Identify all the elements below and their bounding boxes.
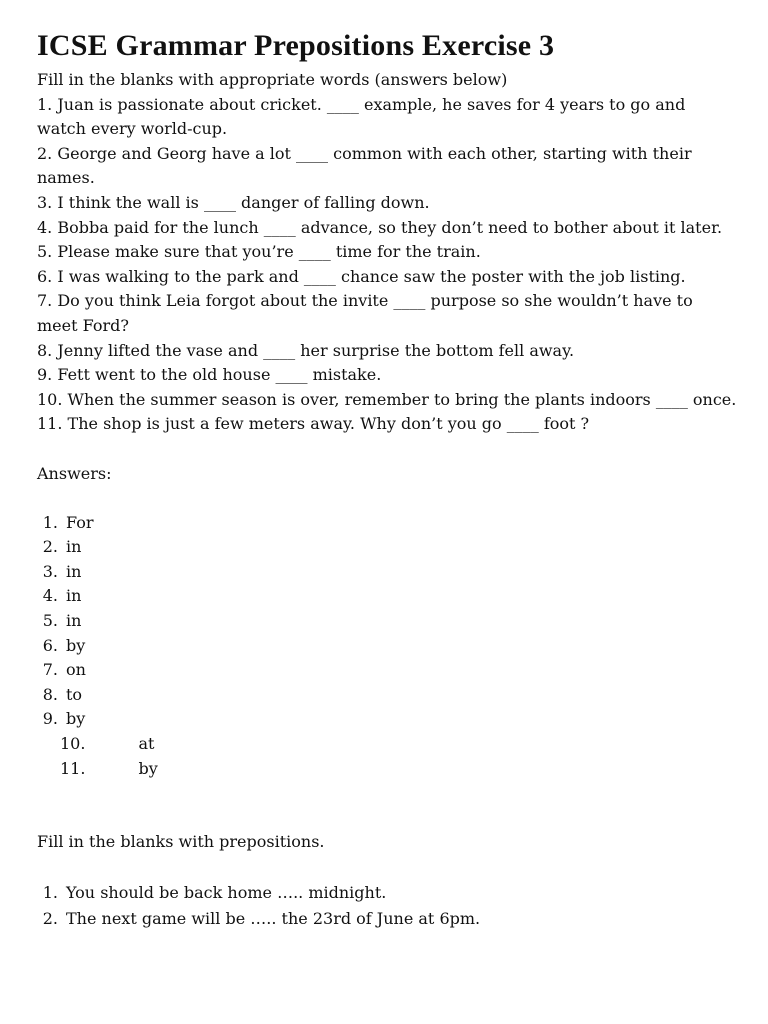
list-item: 2. The next game will be ….. the 23rd of June at 6pm. xyxy=(42,908,481,928)
list-item: 1. For xyxy=(42,512,94,532)
answers-list xyxy=(37,511,737,782)
question-3: 3. I think the wall is ____ danger of falling down. xyxy=(37,192,430,212)
question-1: 1. Juan is passionate about cricket. ____ example, he saves for 4 years to go and watch every world-cup. xyxy=(37,94,686,139)
instructions: Fill in the blanks with appropriate words (answers below) xyxy=(37,70,508,89)
section2-heading: Fill in the blanks with prepositions. xyxy=(37,832,325,852)
list-item: 11. by xyxy=(60,758,158,778)
question-7: 7. Do you think Leia forgot about the invite ____ purpose so she wouldn’t have to meet Ford? xyxy=(37,291,693,335)
list-item: 9. by xyxy=(42,709,86,729)
page-title: ICSE Grammar Prepositions Exercise 3 xyxy=(37,29,555,62)
list-item: 5. in xyxy=(42,611,82,631)
question-10: 10. When the summer season is over, remember to bring the plants indoors ____ once. xyxy=(37,389,737,409)
question-4: 4. Bobba paid for the lunch ____ advance, so they don’t need to bother about it later. xyxy=(37,217,723,237)
question-9: 9. Fett went to the old house ____ mistake. xyxy=(37,365,382,385)
section2-list xyxy=(37,880,737,932)
question-5: 5. Please make sure that you’re ____ time for the train. xyxy=(37,242,481,262)
list-item: 3. in xyxy=(42,561,82,581)
question-11: 11. The shop is just a few meters away. Why don’t you go ____ foot ? xyxy=(37,414,590,434)
document-page xyxy=(37,28,737,932)
list-item: 2. in xyxy=(42,537,82,557)
list-item: 6. by xyxy=(42,635,86,655)
list-item: 10. at xyxy=(60,734,155,754)
list-item: 8. to xyxy=(42,684,83,704)
list-item: 4. in xyxy=(42,586,82,606)
list-item: 1. You should be back home ….. midnight. xyxy=(42,882,387,902)
question-8: 8. Jenny lifted the vase and ____ her surprise the bottom fell away. xyxy=(37,340,575,360)
list-item: 7. on xyxy=(42,660,86,680)
question-6: 6. I was walking to the park and ____ chance saw the poster with the job listing. xyxy=(37,266,686,286)
answers-heading: Answers: xyxy=(37,463,112,483)
question-2: 2. George and Georg have a lot ____ common with each other, starting with their names. xyxy=(37,143,692,188)
